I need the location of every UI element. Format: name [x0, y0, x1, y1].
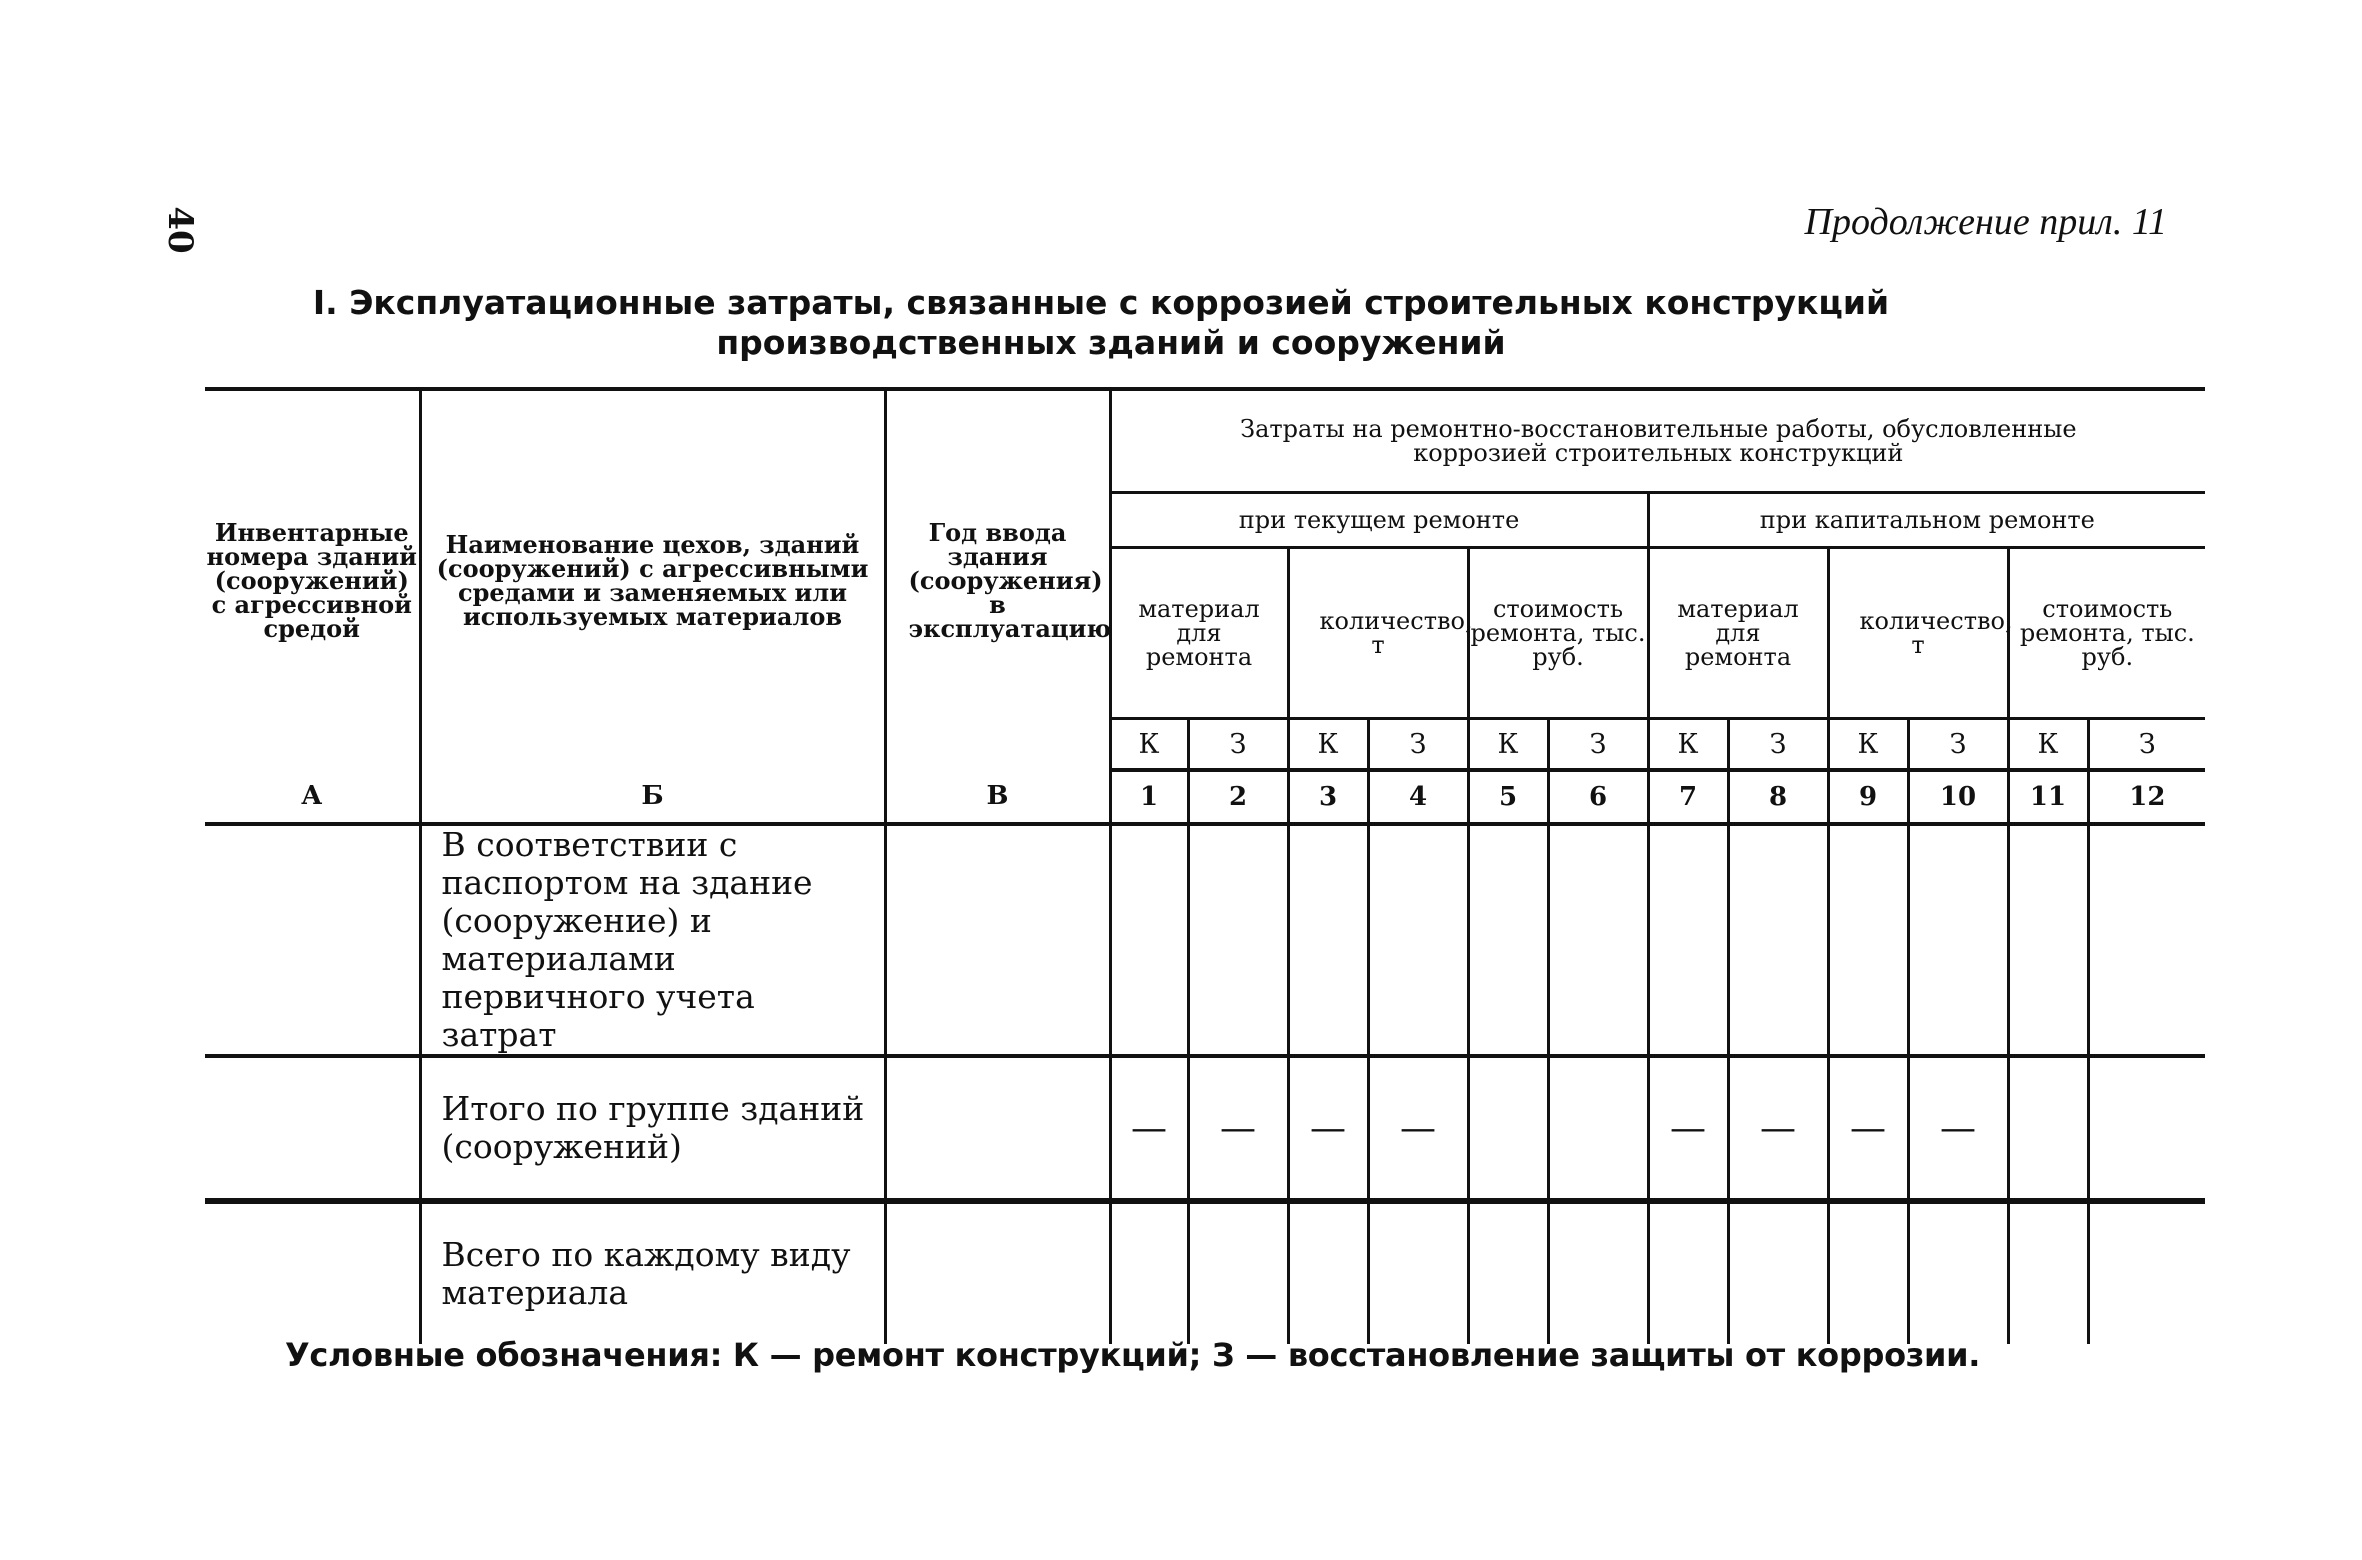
table-cell [2088, 824, 2205, 1056]
title-line-2: производственных зданий и сооружений [716, 323, 1506, 362]
dash-cell: — [1110, 1056, 1188, 1201]
table-cell [1548, 824, 1648, 1056]
col-number: 8 [1728, 770, 1828, 824]
z-label: З [1368, 719, 1468, 771]
table-cell [1908, 1201, 2008, 1344]
dash-cell: — [1648, 1056, 1728, 1201]
table-cell [205, 824, 420, 1056]
cost-header: стоимость ремонта, тыс. руб. [2008, 548, 2205, 719]
table-cell [1648, 824, 1728, 1056]
cost-header: стоимость ремонта, тыс. руб. [1468, 548, 1648, 719]
capital-repair-header: при капитальном ремонте [1648, 493, 2205, 548]
k-label: К [2008, 719, 2088, 771]
table-cell [1110, 1201, 1188, 1344]
table-cell [1110, 824, 1188, 1056]
table-cell [1468, 824, 1548, 1056]
table-cell [1188, 1201, 1288, 1344]
table-cell [1828, 1201, 1908, 1344]
dash-cell: — [1908, 1056, 2008, 1201]
k-label: К [1288, 719, 1368, 771]
col-number: 11 [2008, 770, 2088, 824]
table-cell [205, 1056, 420, 1201]
col-letter-a: А [205, 770, 420, 824]
z-label: З [1908, 719, 2008, 771]
current-repair-header: при текущем ремонте [1110, 493, 1648, 548]
z-label: З [2088, 719, 2205, 771]
quantity-header: количество, т [1828, 548, 2008, 719]
table-cell [2088, 1056, 2205, 1201]
col-number: 7 [1648, 770, 1728, 824]
table-cell [1728, 824, 1828, 1056]
table-row [205, 1056, 2205, 1201]
z-label: З [1188, 719, 1288, 771]
z-label: З [1728, 719, 1828, 771]
table-cell [1288, 1201, 1368, 1344]
col-c-header: Год ввода здания (сооружения) в эксплуатацию [885, 389, 1110, 770]
quantity-header: количество, т [1288, 548, 1468, 719]
table-cell [885, 1201, 1110, 1344]
table-cell [1728, 1201, 1828, 1344]
row-label: Всего по каждому виду материала [420, 1201, 885, 1344]
col-number: 12 [2088, 770, 2205, 824]
col-b-header: Наименование цехов, зданий (сооружений) с агрессивными средами и заменяемых или используемых материалов [420, 389, 885, 770]
dash-cell: — [1828, 1056, 1908, 1201]
title-line-1: I. Эксплуатационные затраты, связанные с коррозией строительных конструкций [312, 283, 1890, 322]
continuation-label: Продолжение прил. 11 [1804, 201, 2167, 243]
table-row [205, 824, 2205, 1056]
table-cell [1468, 1056, 1548, 1201]
page-number: 40 [160, 206, 200, 254]
col-number: 4 [1368, 770, 1468, 824]
table-cell [1828, 824, 1908, 1056]
page-title [0, 283, 2362, 363]
table-cell [1368, 1201, 1468, 1344]
table-cell [1468, 1201, 1548, 1344]
dash-cell: — [1728, 1056, 1828, 1201]
dash-cell: — [1368, 1056, 1468, 1201]
table-cell [1648, 1201, 1728, 1344]
table-cell [2008, 1201, 2088, 1344]
col-number: 9 [1828, 770, 1908, 824]
k-label: К [1110, 719, 1188, 771]
table-cell [205, 1201, 420, 1344]
row-label: В соответствии с паспортом на здание (сооружение) и материалами первичного учета затрат [420, 824, 885, 1056]
table-cell [1188, 824, 1288, 1056]
col-number: 3 [1288, 770, 1368, 824]
k-label: К [1828, 719, 1908, 771]
col-number: 10 [1908, 770, 2008, 824]
table-cell [1368, 824, 1468, 1056]
table-cell [885, 1056, 1110, 1201]
table-cell [1908, 824, 2008, 1056]
col-a-header: Инвентарные номера зданий (сооружений) с агрессивной средой [205, 389, 420, 770]
table-row [205, 1201, 2205, 1344]
row-label: Итого по группе зданий (сооружений) [420, 1056, 885, 1201]
col-letter-c: В [885, 770, 1110, 824]
z-label: З [1548, 719, 1648, 771]
table-cell [1288, 824, 1368, 1056]
col-number: 1 [1110, 770, 1188, 824]
material-header: материал для ремонта [1110, 548, 1288, 719]
col-letter-b: Б [420, 770, 885, 824]
k-label: К [1648, 719, 1728, 771]
col-number: 6 [1548, 770, 1648, 824]
col-number: 2 [1188, 770, 1288, 824]
table-cell [1548, 1201, 1648, 1344]
group-header: Затраты на ремонтно-восстановительные работы, обусловленные коррозией строительных конструкций [1110, 389, 2205, 493]
legend: Условные обозначения: К — ремонт конструкций; З — восстановление защиты от коррозии. [285, 1336, 1981, 1374]
table-cell [2008, 824, 2088, 1056]
dash-cell: — [1188, 1056, 1288, 1201]
table-cell [2088, 1201, 2205, 1344]
cost-table [205, 387, 2205, 1344]
table-cell [2008, 1056, 2088, 1201]
table-cell [1548, 1056, 1648, 1201]
dash-cell: — [1288, 1056, 1368, 1201]
material-header: материал для ремонта [1648, 548, 1828, 719]
col-number: 5 [1468, 770, 1548, 824]
table-cell [885, 824, 1110, 1056]
k-label: К [1468, 719, 1548, 771]
